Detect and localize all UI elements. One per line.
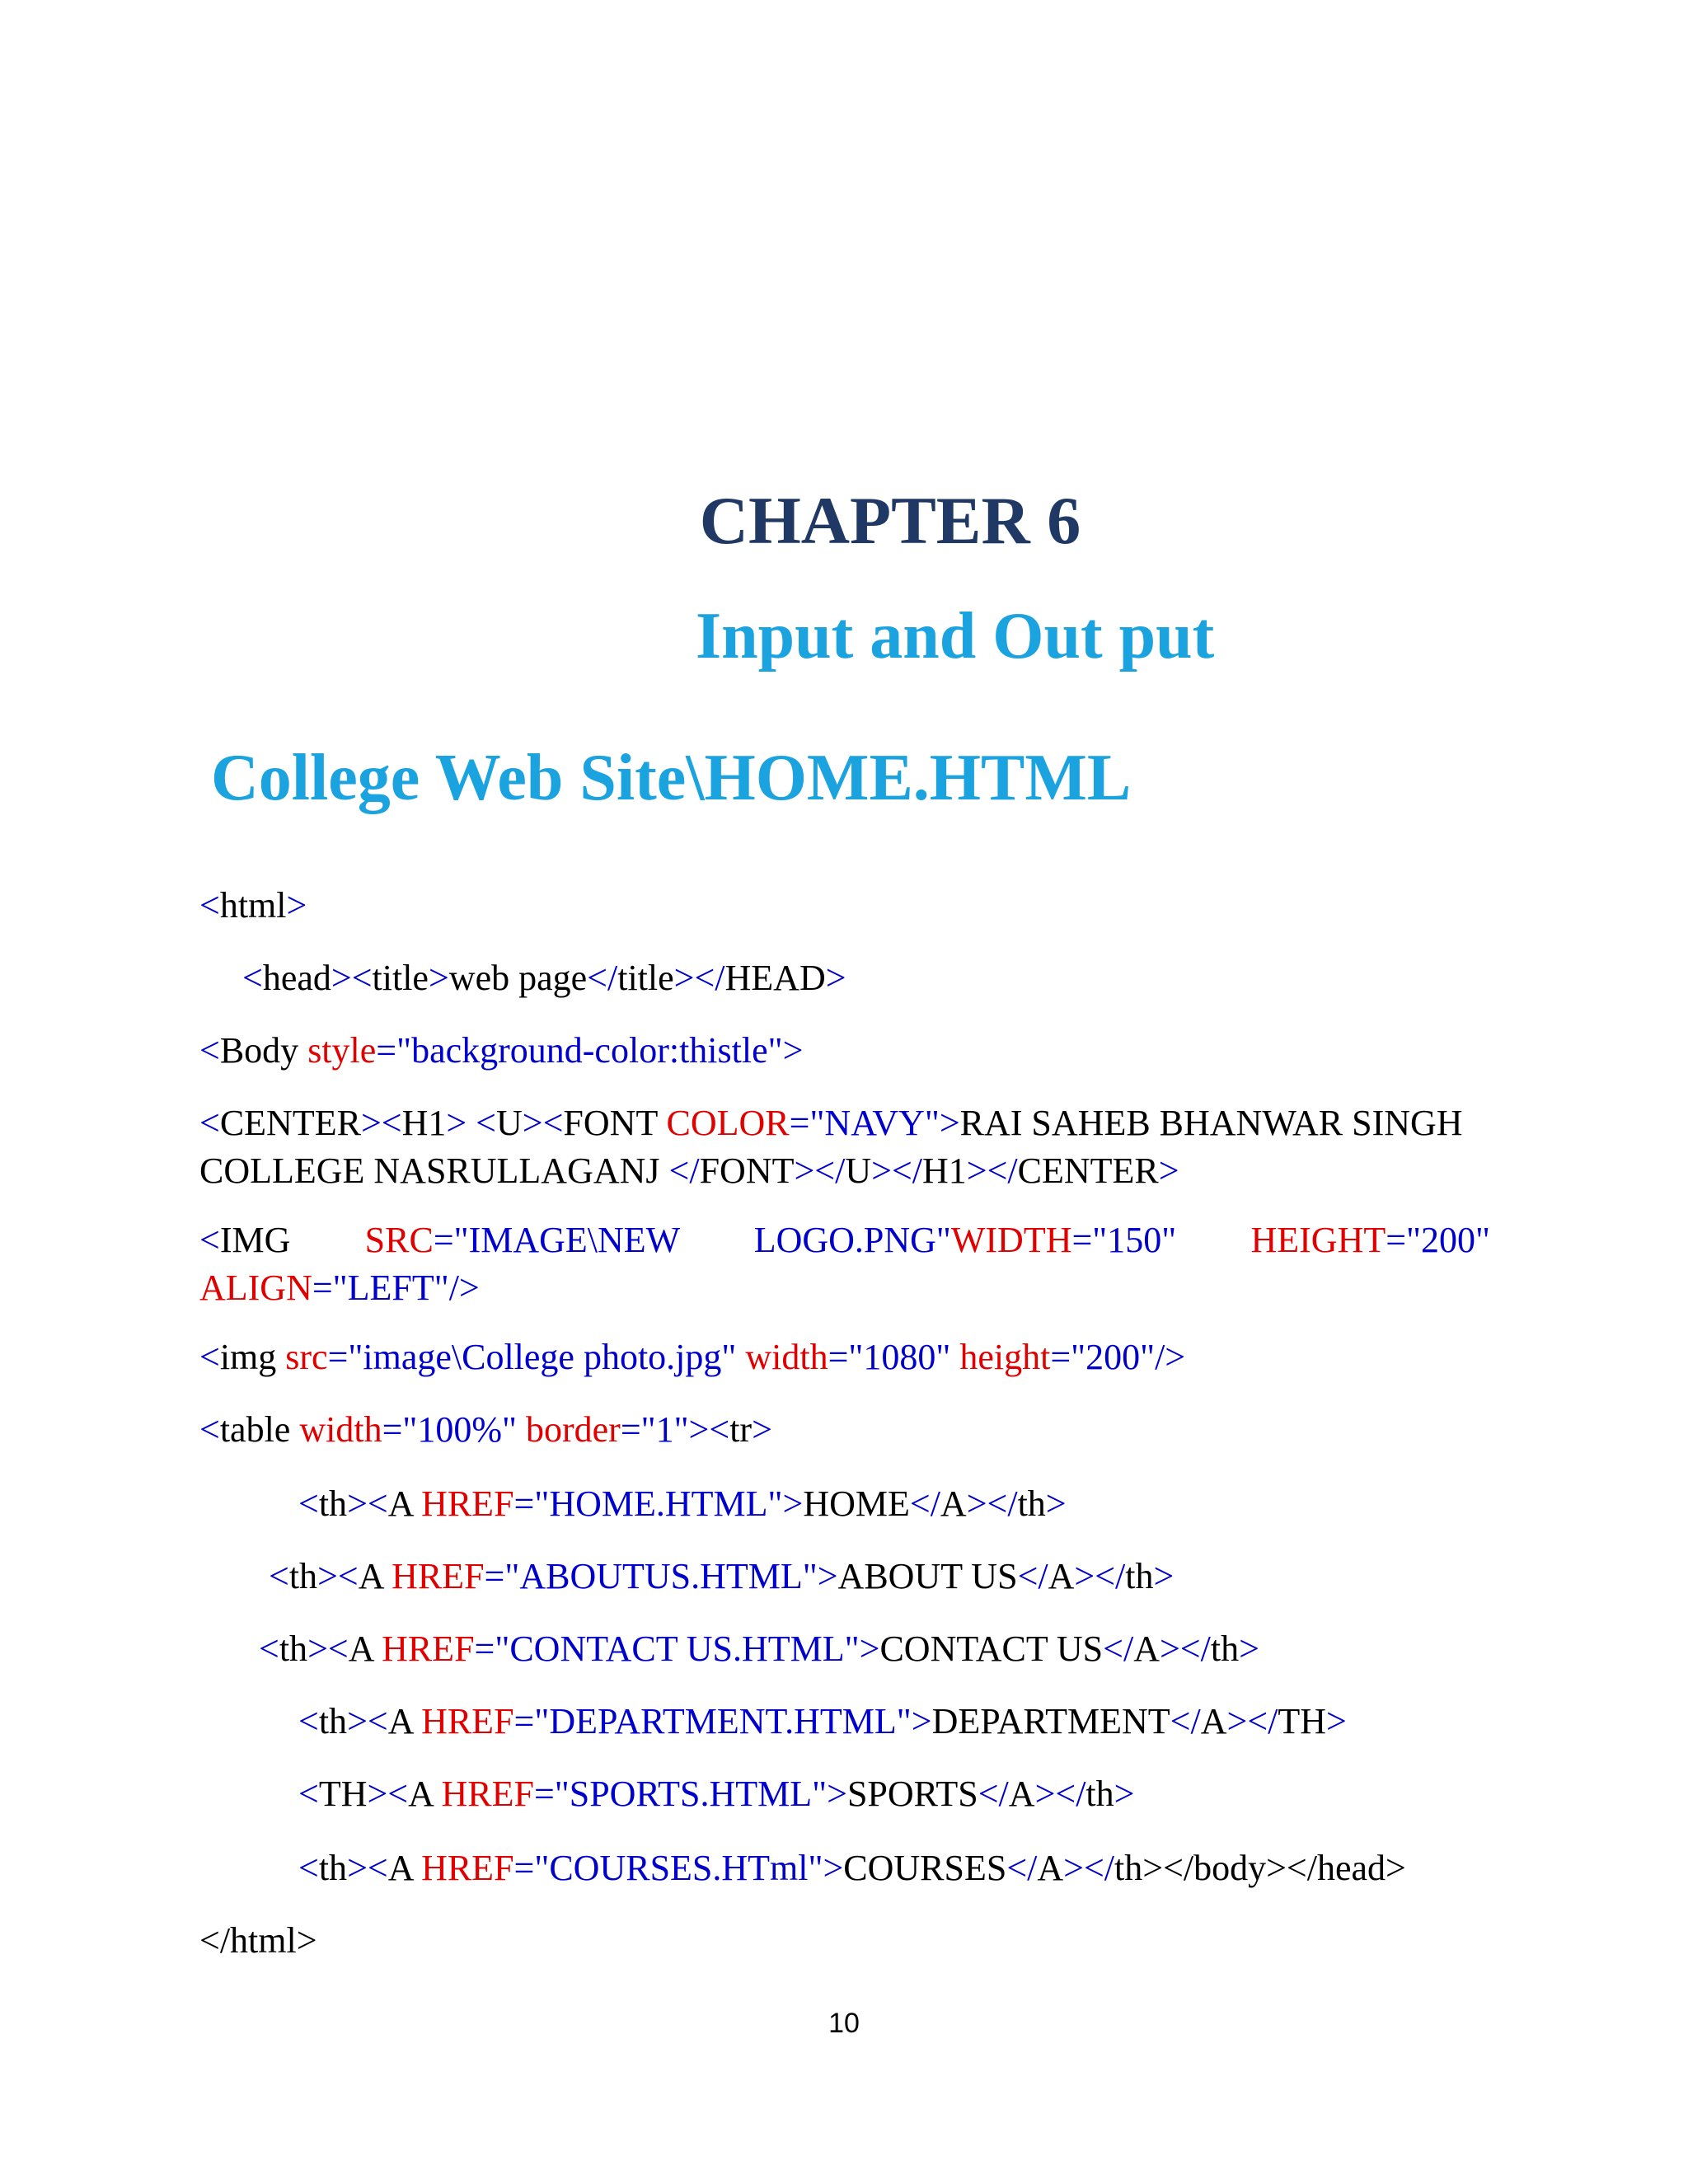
code-line-4: <CENTER><H1> <U><FONT COLOR="NAVY">RAI SAHEB BHANWAR SINGH COLLEGE NASRULLAGANJ </FONT></U></H1></CENTER> (199, 1103, 1463, 1191)
code-line-10: <th><A HREF="CONTACT US.HTML">CONTACT US</A></th> (259, 1629, 1259, 1669)
file-heading: College Web Site\HOME.HTML (211, 742, 1132, 814)
code-line-6: <img src="image\College photo.jpg" width="1080" height="200"/> (199, 1337, 1186, 1377)
code-line-5: <IMG SRC="IMAGE\NEW LOGO.PNG"WIDTH="150" HEIGHT="200" ALIGN="LEFT"/> (199, 1220, 1490, 1308)
chapter-subtitle: Input and Out put (696, 600, 1215, 673)
page-number: 10 (828, 2008, 860, 2039)
code-line-3: <Body style="background-color:thistle"> (199, 1030, 804, 1071)
code-line-13: <th><A HREF="COURSES.HTml">COURSES</A></th></body></head> (298, 1848, 1406, 1888)
chapter-title: CHAPTER 6 (699, 483, 1081, 558)
code-line-7: <table width="100%" border="1"><tr> (199, 1409, 772, 1450)
code-line-11: <th><A HREF="DEPARTMENT.HTML">DEPARTMENT</A></TH> (298, 1701, 1347, 1741)
code-line-9: <th><A HREF="ABOUTUS.HTML">ABOUT US</A></th> (269, 1556, 1175, 1596)
code-line-1: <html> (199, 885, 307, 926)
code-line-14: </html> (199, 1920, 317, 1961)
code-line-12: <TH><A HREF="SPORTS.HTML">SPORTS</A></th> (298, 1774, 1135, 1814)
code-line-2: <head><title>web page</title></HEAD> (242, 958, 846, 998)
code-line-8: <th><A HREF="HOME.HTML">HOME</A></th> (298, 1483, 1067, 1524)
